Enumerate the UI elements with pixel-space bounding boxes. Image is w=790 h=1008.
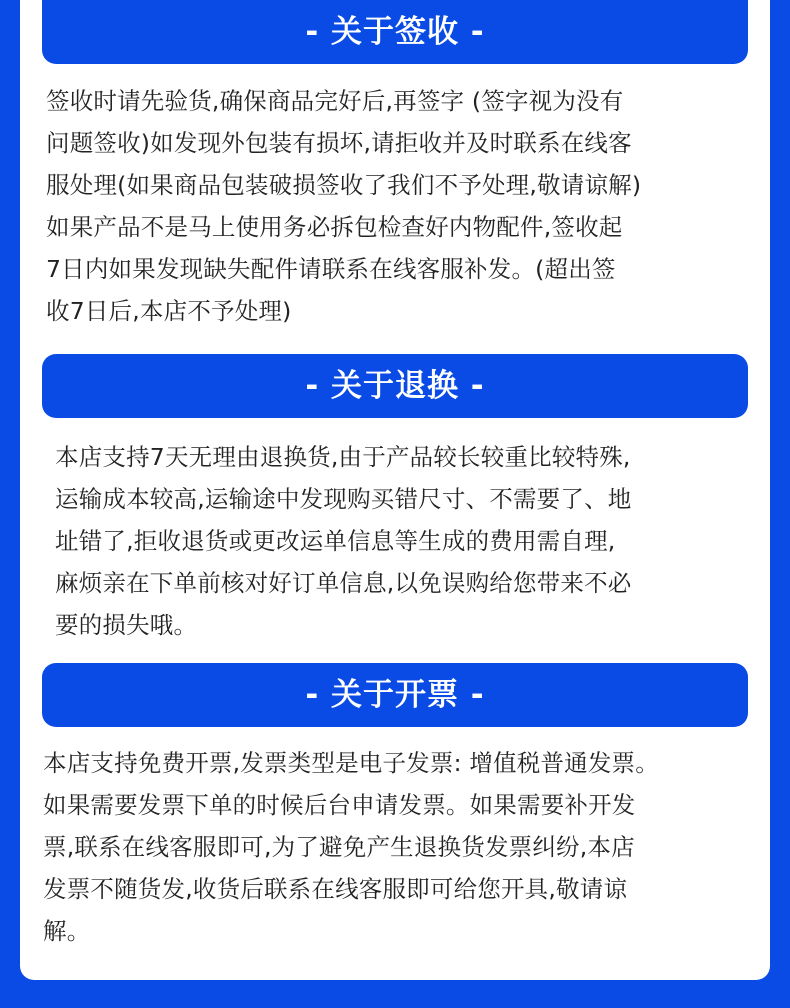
section-header-signing: - 关于签收 -: [42, 0, 748, 64]
text-line: 如果产品不是马上使用务必拆包检查好内物配件,签收起: [46, 213, 623, 241]
signing-paragraph: [46, 80, 756, 332]
invoice-paragraph: [43, 742, 765, 952]
section-header-invoice: - 关于开票 -: [42, 663, 748, 727]
text-line: 运输成本较高,运输途中发现购买错尺寸、不需要了、地: [55, 485, 632, 513]
text-line: 址错了,拒收退货或更改运单信息等生成的费用需自理,: [55, 527, 616, 555]
text-line: 麻烦亲在下单前核对好订单信息,以免误购给您带来不必: [55, 569, 632, 597]
text-line: 收7日后,本店不予处理): [46, 297, 292, 325]
text-line: 签收时请先验货,确保商品完好后,再签字 (签字视为没有: [46, 87, 624, 115]
text-line: 如果需要发票下单的时候后台申请发票。如果需要补开发: [43, 791, 636, 819]
text-line: 本店支持7天无理由退换货,由于产品较长较重比较特殊,: [55, 443, 631, 471]
text-line: 发票不随货发,收货后联系在线客服即可给您开具,敬请谅: [43, 875, 628, 903]
text-line: 解。: [43, 917, 91, 945]
text-line: 服处理(如果商品包装破损签收了我们不予处理,敬请谅解): [46, 171, 642, 199]
text-line: 本店支持免费开票,发票类型是电子发票: 增值税普通发票。: [43, 749, 659, 777]
returns-paragraph: [55, 436, 745, 646]
section-header-returns: - 关于退换 -: [42, 354, 748, 418]
text-line: 7日内如果发现缺失配件请联系在线客服补发。(超出签: [46, 255, 616, 283]
text-line: 问题签收)如发现外包装有损坏,请拒收并及时联系在线客: [46, 129, 632, 157]
text-line: 票,联系在线客服即可,为了避免产生退换货发票纠纷,本店: [43, 833, 635, 861]
text-line: 要的损失哦。: [55, 611, 198, 639]
